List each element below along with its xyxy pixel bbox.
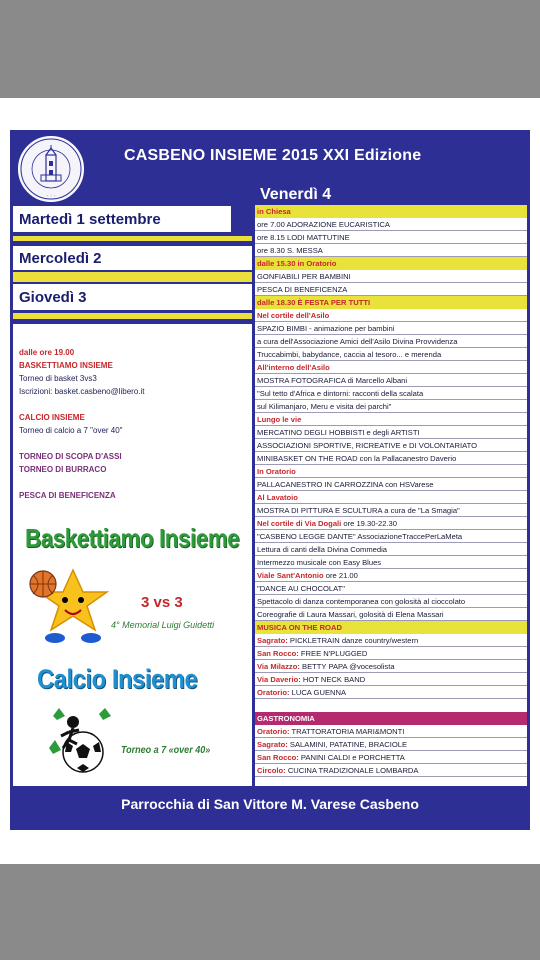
- program-row: ore 7.00 ADORAZIONE EUCARISTICA: [257, 220, 390, 229]
- program-row: "CASBENO LEGGE DANTE" AssociazioneTraccePerLaMeta: [257, 532, 463, 541]
- divider-stripe: [13, 313, 252, 319]
- program-row: Truccabimbi, babydance, caccia al tesoro... e merenda: [257, 350, 442, 359]
- program-row: GONFIABILI PER BAMBINI: [257, 272, 351, 281]
- program-row: Coreografie di Laura Massari, golosità di Elena Massari: [257, 610, 444, 619]
- program-value: PICKLETRAIN danze country/western: [287, 636, 419, 645]
- location-label: Lungo le vie: [257, 415, 302, 424]
- svg-text:◦ ◦ ◦: ◦ ◦ ◦: [46, 193, 56, 198]
- location-key: Viale Sant'Antonio: [257, 571, 324, 580]
- program-value: TRATTORATORIA MARI&MONTI: [289, 727, 405, 736]
- program-row: MERCATINO DEGLI HOBBISTI e degli ARTISTI: [257, 428, 420, 437]
- poster-footer: Parrocchia di San Vittore M. Varese Casbeno: [121, 796, 419, 812]
- program-row: Lettura di canti della Divina Commedia: [257, 545, 388, 554]
- basket-logo: Baskettiamo Insieme: [25, 523, 240, 553]
- basket-3vs3: 3 vs 3: [141, 594, 183, 611]
- tornei-time: dalle ore 19.00: [19, 348, 75, 357]
- day-giovedi: Giovedì 3: [19, 289, 87, 306]
- row-divider: [255, 776, 527, 777]
- basketball-mascot-icon: [25, 568, 121, 646]
- program-value: SALAMINI, PATATINE, BRACIOLE: [287, 740, 408, 749]
- program-row: ore 8.30 S. MESSA: [257, 246, 323, 255]
- program-value: ore 19.30-22.30: [341, 519, 397, 528]
- section-band: GASTRONOMIA: [255, 712, 527, 725]
- location-key: Via Daverio:: [257, 675, 301, 684]
- location-key: Nel cortile di Via Dogali: [257, 519, 342, 528]
- section-band: dalle 18.30 È FESTA PER TUTTI: [255, 296, 527, 309]
- location-label: In Oratorio: [257, 467, 296, 476]
- calcio-logo: Calcio Insieme: [37, 664, 198, 694]
- location-key: Circolo:: [257, 766, 286, 775]
- program-row: MOSTRA FOTOGRAFICA di Marcello Albani: [257, 376, 408, 385]
- program-row: PESCA DI BENEFICENZA: [257, 285, 348, 294]
- memorial-text: 4° Memorial Luigi Guidetti: [111, 620, 215, 630]
- location-label: All'interno dell'Asilo: [257, 363, 330, 372]
- program-row: a cura dell'Associazione Amici dell'Asilo Divina Provvidenza: [257, 337, 458, 346]
- location-key: San Rocco:: [257, 753, 299, 762]
- event-poster: [10, 130, 530, 830]
- basket-desc: Torneo di basket 3vs3: [19, 374, 97, 383]
- spacer: [255, 699, 527, 712]
- poster-title: CASBENO INSIEME 2015 XXI Edizione: [124, 147, 422, 164]
- section-band: dalle 15.30 in Oratorio: [255, 257, 527, 270]
- calcio-sub: Torneo a 7 «over 40»: [121, 745, 211, 756]
- pesca-title: PESCA DI BENEFICENZA: [19, 491, 116, 500]
- location-key: Sagrato:: [257, 740, 288, 749]
- program-row: MINIBASKET ON THE ROAD con la Pallacanestro Daverio: [257, 454, 457, 463]
- venerdi-program: [255, 205, 527, 786]
- divider-stripe: [13, 236, 252, 241]
- program-value: LUCA GUENNA: [289, 688, 347, 697]
- program-row: sul Kilimanjaro, Meru e visita dei parchi": [257, 402, 392, 411]
- basket-email: Iscrizioni: basket.casbeno@libero.it: [19, 387, 145, 396]
- tornei-heading: TORNEI IN ORATORIO: [19, 330, 179, 347]
- program-value: ore 21.00: [323, 571, 358, 580]
- program-row: PALLACANESTRO IN CARROZZINA con HSVarese: [257, 480, 434, 489]
- basket-title: BASKETTIAMO INSIEME: [19, 361, 113, 370]
- section-band: MUSICA ON THE ROAD: [255, 621, 527, 634]
- soccer-ball-icon: [47, 708, 117, 774]
- program-row: Spettacolo di danza contemporanea con golosità al cioccolato: [257, 597, 466, 606]
- program-value: BETTY PAPA @vocesolista: [299, 662, 395, 671]
- location-label: Nel cortile dell'Asilo: [257, 311, 330, 320]
- location-label: Al Lavatoio: [257, 493, 298, 502]
- day-venerdi: Venerdì 4: [260, 186, 332, 203]
- section-band: in Chiesa: [255, 205, 527, 218]
- calcio-desc: Torneo di calcio a 7 "over 40": [19, 426, 123, 435]
- scopa-title: TORNEO DI SCOPA D'ASSI: [19, 452, 122, 461]
- location-key: Sagrato:: [257, 636, 288, 645]
- burraco-title: TORNEO DI BURRACO: [19, 465, 107, 474]
- program-value: PANINI CALDI e PORCHETTA: [298, 753, 405, 762]
- location-key: Oratorio:: [257, 727, 290, 736]
- location-key: Via Milazzo:: [257, 662, 300, 671]
- program-row: ASSOCIAZIONI SPORTIVE, RICREATIVE e DI VOLONTARIATO: [257, 441, 477, 450]
- program-row: "Sul tetto d'Africa e dintorni: racconti della scalata: [257, 389, 424, 398]
- calcio-title: CALCIO INSIEME: [19, 413, 85, 422]
- program-row: ore 8.15 LODI MATTUTINE: [257, 233, 350, 242]
- location-key: Oratorio:: [257, 688, 290, 697]
- program-value: FREE N'PLUGGED: [298, 649, 368, 658]
- program-row: Intermezzo musicale con Easy Blues: [257, 558, 382, 567]
- divider-stripe: [13, 272, 252, 282]
- program-value: HOT NECK BAND: [300, 675, 366, 684]
- location-key: San Rocco:: [257, 649, 299, 658]
- program-row: SPAZIO BIMBI - animazione per bambini: [257, 324, 395, 333]
- tornei-panel: [13, 324, 252, 786]
- day-martedi: Martedì 1 settembre: [19, 211, 161, 228]
- parish-seal-logo: [18, 136, 84, 202]
- program-row: "DANCE AU CHOCOLAT": [257, 584, 345, 593]
- day-mercoledi: Mercoledì 2: [19, 250, 102, 267]
- program-value: CUCINA TRADIZIONALE LOMBARDA: [285, 766, 419, 775]
- program-row: MOSTRA DI PITTURA E SCULTURA a cura de "La Smagia": [257, 506, 460, 515]
